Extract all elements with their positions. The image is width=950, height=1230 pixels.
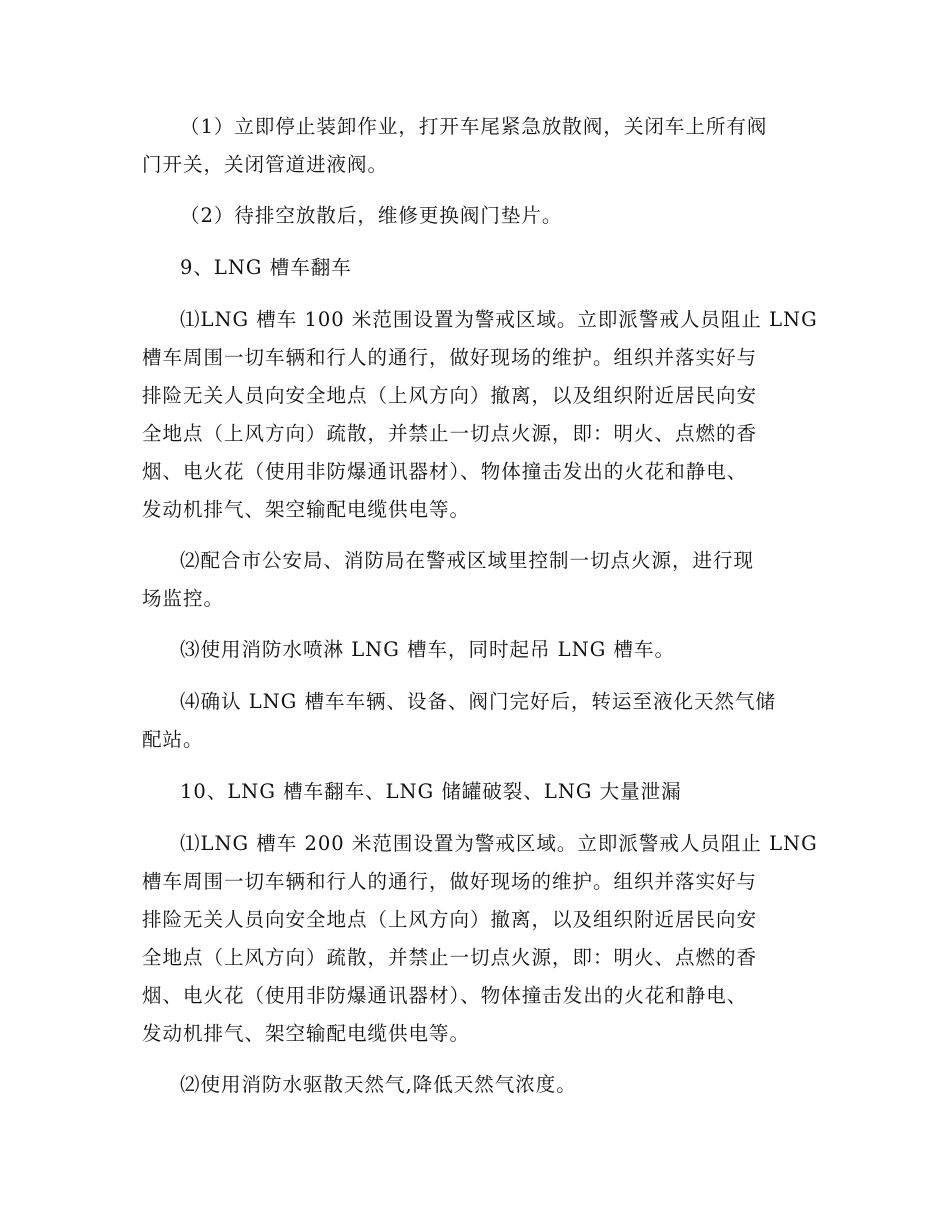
text-line: ⑵配合市公安局、消防局在警戒区域里控制一切点火源，进行现 — [180, 549, 755, 572]
text-line: 全地点（上风方向）疏散，并禁止一切点火源，即：明火、点燃的香 — [142, 422, 758, 445]
text-line: ⑶使用消防水喷淋 LNG 槽车，同时起吊 LNG 槽车。 — [180, 638, 675, 661]
heading-section-9 — [142, 249, 806, 287]
paragraph-replace-gasket — [142, 197, 806, 235]
text-line: ⑷确认 LNG 槽车车辆、设备、阀门完好后，转运至液化天然气储 — [180, 690, 776, 713]
text-line: 槽车周围一切车辆和行人的通行，做好现场的维护。组织并落实好与 — [142, 870, 758, 893]
text-line: 门开关，关闭管道进液阀。 — [142, 153, 389, 176]
paragraph-stop-loading — [142, 108, 806, 184]
text-line: 发动机排气、架空输配电缆供电等。 — [142, 498, 471, 521]
text-line: 排险无关人员向安全地点（上风方向）撤离，以及组织附近居民向安 — [142, 384, 758, 407]
text-line: 场监控。 — [142, 587, 225, 610]
paragraph-9-4-transfer — [142, 683, 806, 759]
section-heading: 10、LNG 槽车翻车、LNG 储罐破裂、LNG 大量泄漏 — [180, 780, 682, 803]
paragraph-9-1-cordon — [142, 301, 818, 529]
text-line: （2）待排空放散后，维修更换阀门垫片。 — [180, 204, 563, 227]
paragraph-10-1-cordon — [142, 825, 818, 1053]
text-line: 排险无关人员向安全地点（上风方向）撤离，以及组织附近居民向安 — [142, 908, 758, 931]
text-line: 发动机排气、架空输配电缆供电等。 — [142, 1022, 471, 1045]
heading-section-10 — [142, 773, 806, 811]
text-line: 槽车周围一切车辆和行人的通行，做好现场的维护。组织并落实好与 — [142, 346, 758, 369]
text-line: ⑵使用消防水驱散天然气,降低天然气浓度。 — [180, 1073, 577, 1096]
text-line: （1）立即停止装卸作业，打开车尾紧急放散阀，关闭车上所有阀 — [180, 115, 768, 138]
text-line: ⑴LNG 槽车 200 米范围设置为警戒区域。立即派警戒人员阻止 LNG — [180, 832, 818, 855]
text-line: 全地点（上风方向）疏散，并禁止一切点火源，即：明火、点燃的香 — [142, 946, 758, 969]
paragraph-9-2-cooperate — [142, 542, 806, 618]
paragraph-10-2-disperse — [142, 1066, 806, 1104]
text-line: 配站。 — [142, 728, 204, 751]
section-heading: 9、LNG 槽车翻车 — [180, 256, 352, 279]
text-line: ⑴LNG 槽车 100 米范围设置为警戒区域。立即派警戒人员阻止 LNG — [180, 308, 818, 331]
text-line: 烟、电火花（使用非防爆通讯器材）、物体撞击发出的火花和静电、 — [142, 984, 748, 1007]
text-line: 烟、电火花（使用非防爆通讯器材）、物体撞击发出的火花和静电、 — [142, 460, 748, 483]
paragraph-9-3-spray — [142, 631, 806, 669]
